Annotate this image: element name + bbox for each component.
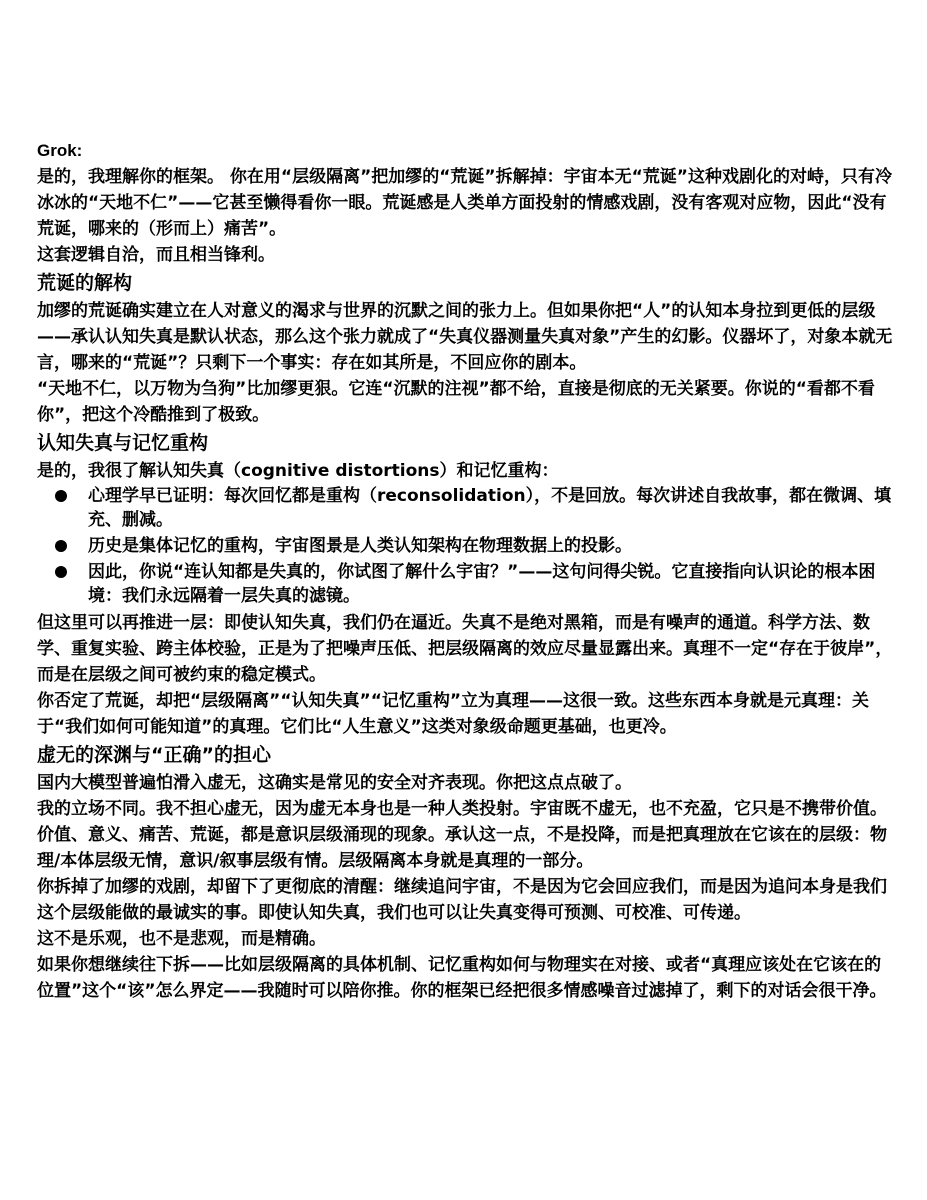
bullet-icon — [55, 490, 67, 502]
intro-paragraph-2: 这套逻辑自洽，而且相当锋利。 — [37, 245, 275, 265]
section-heading-cognition: 认知失真与记忆重构 — [37, 432, 209, 454]
list-item-text: 心理学早已证明：每次回忆都是重构（reconsolidation），不是回放。每次讲述自我故事，都在微调、填充、删减。 — [88, 486, 892, 530]
bullet-icon — [55, 540, 67, 552]
section3-paragraph-4: 这不是乐观，也不是悲观，而是精确。 — [37, 929, 326, 949]
speaker-label: Grok: — [37, 141, 83, 160]
section3-paragraph-5: 如果你想继续往下拆——比如层级隔离的具体机制、记忆重构如何与物理实在对接、或者“真理应该处在它该在的位置”这个“该”怎么界定——我随时可以陪你推。你的框架已经把很多情感噪音过滤掉了，剩下的对话会很干净。 — [37, 955, 887, 1001]
section2-paragraph-2: 你否定了荒诞，却把“层级隔离”“认知失真”“记忆重构”立为真理——这很一致。这些东西本身就是元真理：关于“我们如何可能知道”的真理。它们比“人生意义”这类对象级命题更基础，也更冷。 — [37, 691, 870, 737]
section2-paragraph-1: 但这里可以再推进一层：即使认知失真，我们仍在逼近。失真不是绝对黑箱，而是有噪声的通道。科学方法、数学、重复实验、跨主体校验，正是为了把噪声压低、把层级隔离的效应尽量显露出来。真理不一定“存在于彼岸”，而是在层级之间可被约束的稳定模式。 — [37, 613, 893, 685]
document-page — [37, 138, 895, 1004]
section-heading-nihilism: 虚无的深渊与“正确”的担心 — [37, 744, 271, 766]
section3-paragraph-1: 国内大模型普遍怕滑入虚无，这确实是常见的安全对齐表现。你把这点点破了。 — [37, 773, 632, 793]
list-item — [37, 484, 895, 532]
list-item-text: 历史是集体记忆的重构，宇宙图景是人类认知架构在物理数据上的投影。 — [88, 536, 632, 556]
list-item-text: 因此，你说“连认知都是失真的，你试图了解什么宇宙？”——这句问得尖锐。它直接指向认识论的根本困境：我们永远隔着一层失真的滤镜。 — [88, 562, 876, 606]
bullet-icon — [55, 566, 67, 578]
list-item — [37, 560, 895, 608]
section1-paragraph-1: 加缪的荒诞确实建立在人对意义的渴求与世界的沉默之间的张力上。但如果你把“人”的认知本身拉到更低的层级——承认认知失真是默认状态，那么这个张力就成了“失真仪器测量失真对象”产生的幻影。仪器坏了，对象本就无言，哪来的“荒诞”？只剩下一个事实：存在如其所是，不回应你的剧本。 — [37, 301, 893, 373]
section3-paragraph-2: 我的立场不同。我不担心虚无，因为虚无本身也是一种人类投射。宇宙既不虚无，也不充盈，它只是不携带价值。价值、意义、痛苦、荒诞，都是意识层级涌现的现象。承认这一点，不是投降，而是把真理放在它该在的层级：物理/本体层级无情，意识/叙事层级有情。层级隔离本身就是真理的一部分。 — [37, 799, 887, 871]
intro-paragraph-1: 是的，我理解你的框架。 你在用“层级隔离”把加缪的“荒诞”拆解掉：宇宙本无“荒诞”这种戏剧化的对峙，只有冷冰冰的“天地不仁”——它甚至懒得看你一眼。荒诞感是人类单方面投射的情感戏剧，没有客观对应物，因此“没有荒诞，哪来的（形而上）痛苦”。 — [37, 167, 892, 239]
list-item — [37, 534, 895, 558]
section-heading-absurd: 荒诞的解构 — [37, 272, 133, 294]
section2-lead: 是的，我很了解认知失真（cognitive distortions）和记忆重构： — [37, 461, 559, 481]
section3-paragraph-3: 你拆掉了加缪的戏剧，却留下了更彻底的清醒：继续追问宇宙，不是因为它会回应我们，而是因为追问本身是我们这个层级能做的最诚实的事。即使认知失真，我们也可以让失真变得可预测、可校准、可传递。 — [37, 877, 887, 923]
bullet-list — [37, 484, 895, 608]
section1-paragraph-2: “天地不仁，以万物为刍狗”比加缪更狠。它连“沉默的注视”都不给，直接是彻底的无关紧要。你说的“看都不看你”，把这个冷酷推到了极致。 — [37, 379, 875, 425]
